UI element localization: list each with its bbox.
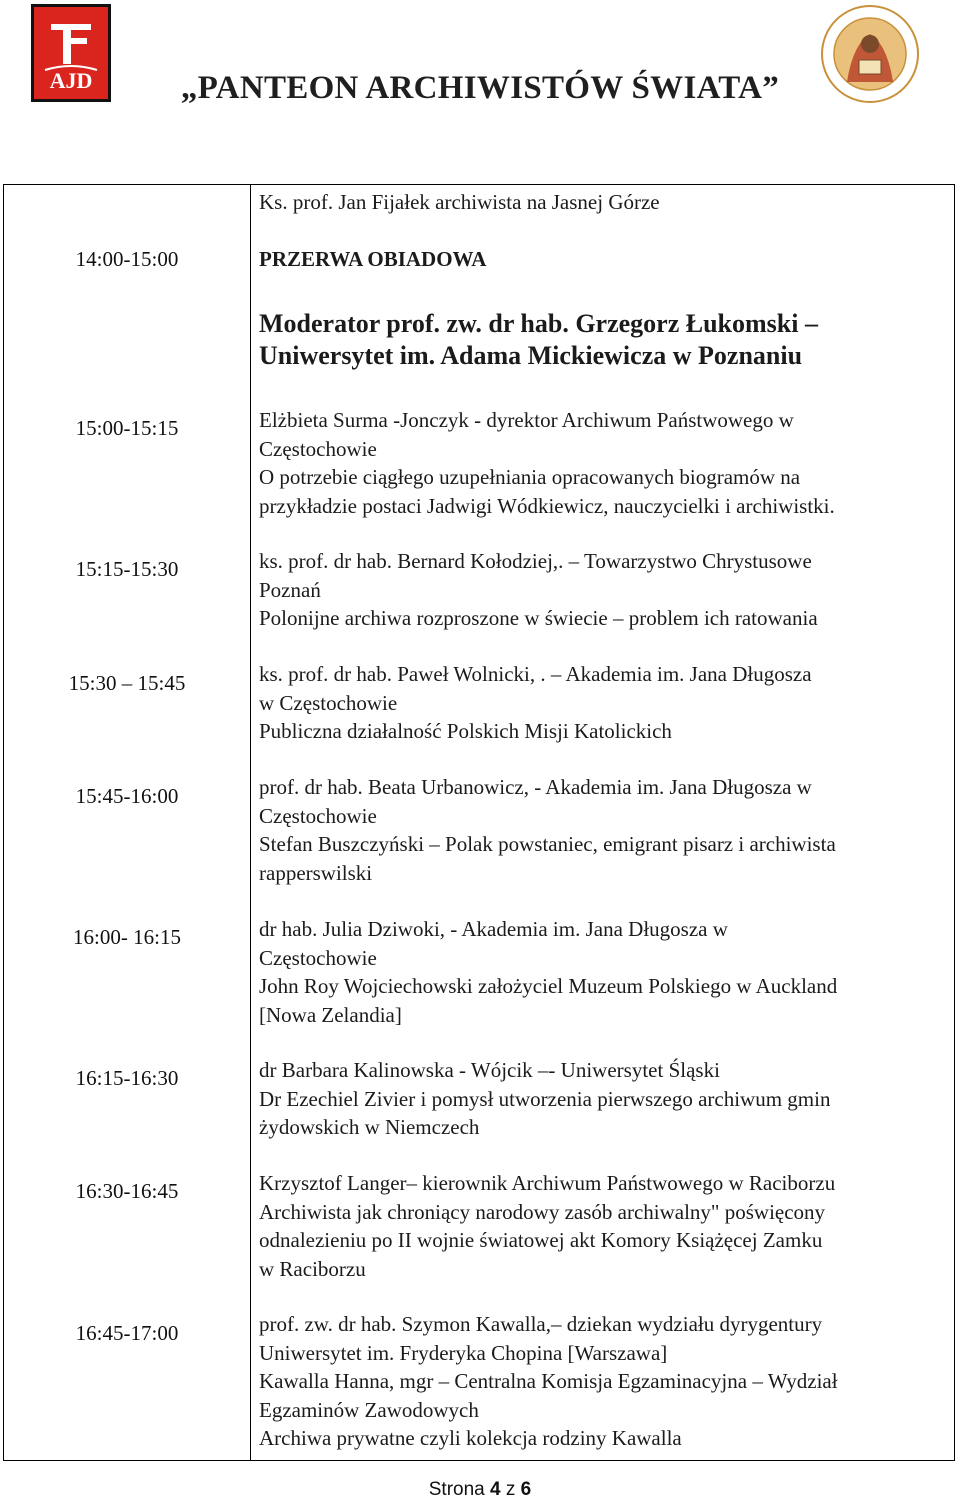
- moderator-line1: Moderator prof. zw. dr hab. Grzegorz Łukomski –: [259, 309, 818, 338]
- row-time: 16:30-16:45: [75, 1179, 179, 1203]
- row-line: w Raciborzu: [259, 1256, 366, 1281]
- break-text: PRZERWA OBIADOWA: [259, 247, 487, 271]
- break-row: [259, 245, 949, 274]
- moderator-line2: Uniwersytet im. Adama Mickiewicza w Poznaniu: [259, 341, 803, 370]
- row-line: John Roy Wojciechowski założyciel Muzeum Polskiego w Auckland: [259, 974, 838, 998]
- row-time: 16:45-17:00: [75, 1321, 179, 1345]
- schedule-row: [259, 773, 949, 887]
- row-line: dr Barbara Kalinowska - Wójcik –- Uniwersytet Śląski: [259, 1058, 720, 1082]
- row-line: Archiwista jak chroniący narodowy zasób archiwalny" poświęcony: [259, 1199, 826, 1224]
- row-line: Częstochowie: [259, 945, 377, 970]
- row-time: 15:15-15:30: [75, 557, 179, 581]
- footer-total: 6: [520, 1479, 532, 1500]
- break-time: 14:00-15:00: [75, 247, 179, 271]
- schedule-table: [3, 184, 955, 1461]
- row-line: Elżbieta Surma -Jonczyk - dyrektor Archiwum Państwowego w: [259, 408, 794, 432]
- row-line: żydowskich w Niemczech: [259, 1115, 480, 1139]
- logo-left-text: AJD: [49, 68, 93, 93]
- column-divider: [250, 185, 251, 1460]
- page-title: „PANTEON ARCHIWISTÓW ŚWIATA”: [180, 70, 780, 106]
- schedule-row: [259, 915, 949, 1029]
- row-line: prof. dr hab. Beata Urbanowicz, - Akademia im. Jana Długosza w: [259, 775, 812, 799]
- row-line: [Nowa Zelandia]: [259, 1002, 402, 1027]
- row-line: Częstochowie: [259, 803, 377, 828]
- row-line: Publiczna działalność Polskich Misji Katolickich: [259, 719, 672, 743]
- row-line: Egzaminów Zawodowych: [259, 1397, 479, 1422]
- schedule-row: [259, 1056, 949, 1142]
- row-line: Częstochowie: [259, 436, 377, 461]
- row-line: Uniwersytet im. Fryderyka Chopina [Warszawa]: [259, 1340, 668, 1365]
- row-line: ks. prof. dr hab. Paweł Wolnicki, . – Akademia im. Jana Długosza: [259, 662, 812, 686]
- row-time: 15:45-16:00: [75, 784, 179, 808]
- row-time: 15:30 – 15:45: [68, 671, 186, 695]
- row-line: prof. zw. dr hab. Szymon Kawalla,– dziekan wydziału dyrygentury: [259, 1312, 823, 1336]
- schedule-row: [259, 1310, 949, 1453]
- row-line: Polonijne archiwa rozproszone w świecie – problem ich ratowania: [259, 606, 818, 630]
- schedule-row: [259, 1169, 949, 1283]
- row-time: 16:00- 16:15: [73, 925, 181, 949]
- pre-row: [259, 188, 949, 217]
- page-footer: [0, 1479, 960, 1501]
- footer-prefix: Strona: [428, 1479, 485, 1500]
- moderator: [259, 308, 949, 372]
- row-time: 16:15-16:30: [75, 1066, 179, 1090]
- row-time: 15:00-15:15: [75, 416, 179, 440]
- row-line: przykładzie postaci Jadwigi Wódkiewicz, nauczycielki i archiwistki.: [259, 493, 835, 518]
- schedule-row: [259, 406, 949, 520]
- row-line: odnalezieniu po II wojnie światowej akt Komory Książęcej Zamku: [259, 1228, 823, 1252]
- row-line: O potrzebie ciągłego uzupełniania opracowanych biogramów na: [259, 465, 801, 489]
- row-line: dr hab. Julia Dziwoki, - Akademia im. Jana Długosza w: [259, 917, 728, 941]
- schedule-row: [259, 547, 949, 633]
- row-line: Stefan Buszczyński – Polak powstaniec, emigrant pisarz i archiwista: [259, 832, 836, 856]
- footer-sep: z: [505, 1479, 516, 1500]
- row-line: w Częstochowie: [259, 690, 398, 715]
- row-line: Krzysztof Langer– kierownik Archiwum Państwowego w Raciborzu: [259, 1171, 836, 1195]
- schedule-row: [259, 660, 949, 746]
- row-line: Kawalla Hanna, mgr – Centralna Komisja Egzaminacyjna – Wydział: [259, 1369, 838, 1393]
- footer-page: 4: [490, 1479, 501, 1500]
- row-line: Dr Ezechiel Zivier i pomysł utworzenia pierwszego archiwum gmin: [259, 1086, 831, 1111]
- row-line: Poznań: [259, 577, 321, 602]
- pre-row-text: Ks. prof. Jan Fijałek archiwista na Jasnej Górze: [259, 190, 660, 214]
- row-line: rapperswilski: [259, 860, 373, 885]
- row-line: Archiwa prywatne czyli kolekcja rodziny Kawalla: [259, 1426, 682, 1450]
- row-line: ks. prof. dr hab. Bernard Kołodziej,. – Towarzystwo Chrystusowe: [259, 549, 812, 573]
